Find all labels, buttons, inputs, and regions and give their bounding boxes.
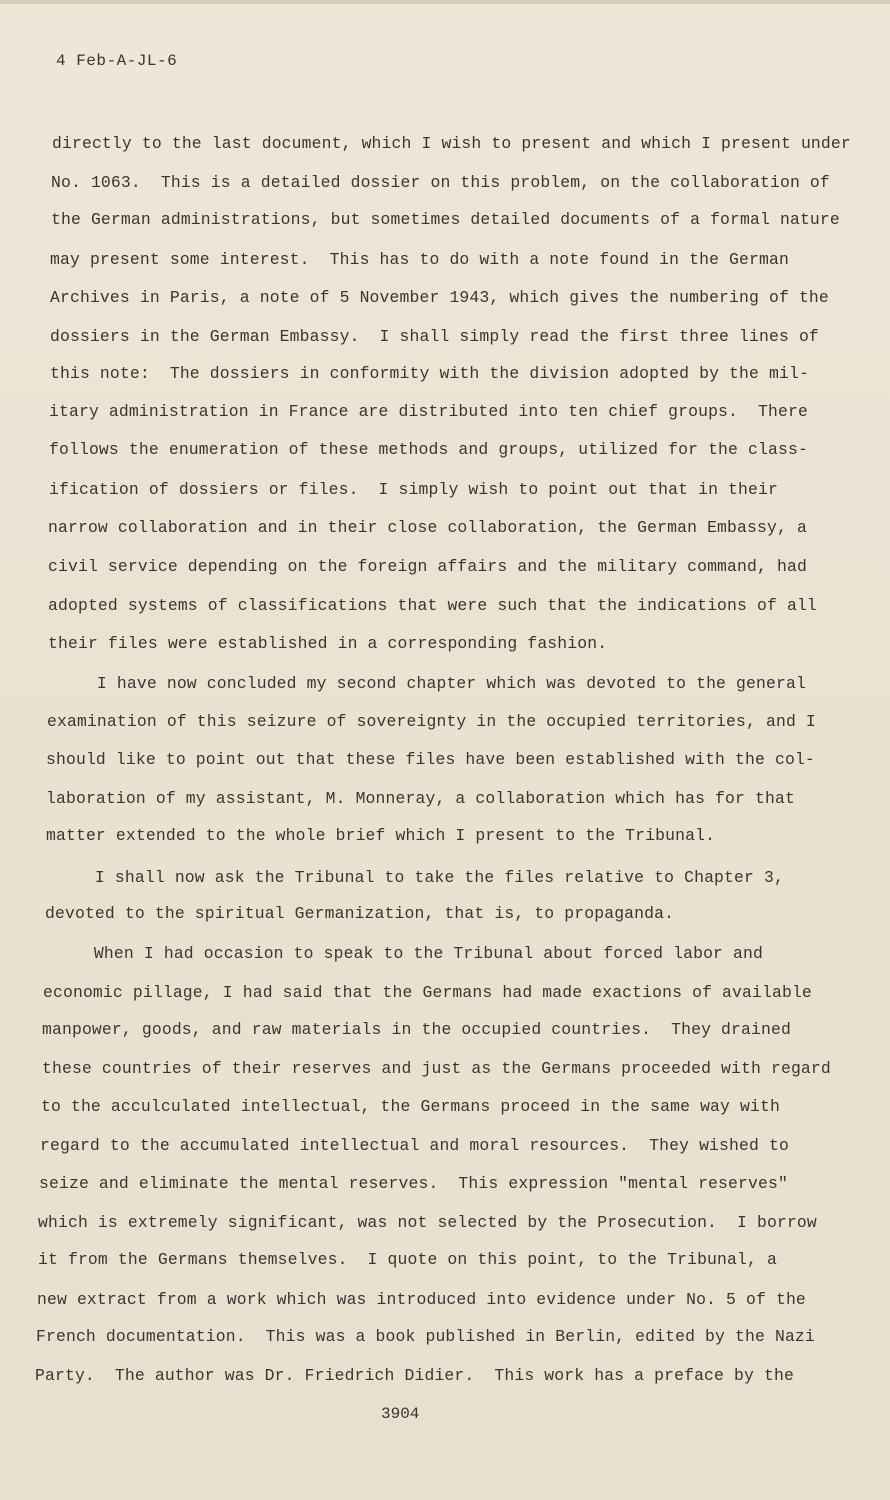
text-line: dossiers in the German Embassy. I shall simply read the first three lines of (50, 327, 819, 346)
text-line: should like to point out that these files have been established with the col- (46, 750, 815, 769)
text-line: Party. The author was Dr. Friedrich Didier. This work has a preface by the (35, 1366, 794, 1385)
text-line: new extract from a work which was introduced into evidence under No. 5 of the (37, 1290, 806, 1309)
text-line: regard to the accumulated intellectual and moral resources. They wished to (40, 1136, 789, 1155)
text-line: French documentation. This was a book published in Berlin, edited by the Nazi (36, 1327, 815, 1346)
text-line: these countries of their reserves and just as the Germans proceeded with regard (42, 1059, 831, 1078)
text-line: matter extended to the whole brief which I present to the Tribunal. (46, 826, 716, 845)
text-line: When I had occasion to speak to the Tribunal about forced labor and (44, 944, 763, 963)
text-line: their files were established in a corresponding fashion. (48, 634, 608, 653)
text-line: laboration of my assistant, M. Monneray, a collaboration which has for that (46, 789, 795, 808)
page-number: 3904 (381, 1405, 420, 1423)
text-line: manpower, goods, and raw materials in the occupied countries. They drained (42, 1020, 791, 1039)
text-line: may present some interest. This has to do with a note found in the German (50, 250, 789, 269)
page-reference: 4 Feb-A-JL-6 (56, 52, 178, 70)
text-line: this note: The dossiers in conformity with the division adopted by the mil- (50, 364, 809, 383)
text-line: civil service depending on the foreign affairs and the military command, had (48, 557, 807, 576)
text-line: I shall now ask the Tribunal to take the files relative to Chapter 3, (45, 868, 784, 887)
page-top-edge (0, 0, 890, 4)
text-line: seize and eliminate the mental reserves. This expression "mental reserves" (39, 1174, 788, 1193)
text-line: devoted to the spiritual Germanization, that is, to propaganda. (45, 904, 675, 923)
text-line: economic pillage, I had said that the Germans had made exactions of available (43, 983, 812, 1002)
text-line: itary administration in France are distributed into ten chief groups. There (49, 402, 808, 421)
text-line: to the acculculated intellectual, the Germans proceed in the same way with (41, 1097, 780, 1116)
text-line: Archives in Paris, a note of 5 November 1943, which gives the numbering of the (50, 288, 829, 307)
text-line: the German administrations, but sometimes detailed documents of a formal nature (51, 210, 840, 229)
text-line: follows the enumeration of these methods and groups, utilized for the class- (49, 440, 808, 459)
text-line: examination of this seizure of sovereignty in the occupied territories, and I (47, 712, 816, 731)
text-line: ification of dossiers or files. I simply wish to point out that in their (49, 480, 778, 499)
text-line: it from the Germans themselves. I quote on this point, to the Tribunal, a (38, 1250, 777, 1269)
text-line: I have now concluded my second chapter which was devoted to the general (47, 674, 806, 693)
text-line: which is extremely significant, was not selected by the Prosecution. I borrow (38, 1213, 817, 1232)
text-line: directly to the last document, which I wish to present and which I present under (52, 134, 851, 153)
text-line: No. 1063. This is a detailed dossier on this problem, on the collaboration of (51, 173, 830, 192)
text-line: adopted systems of classifications that were such that the indications of all (48, 596, 817, 615)
text-line: narrow collaboration and in their close collaboration, the German Embassy, a (48, 518, 807, 537)
